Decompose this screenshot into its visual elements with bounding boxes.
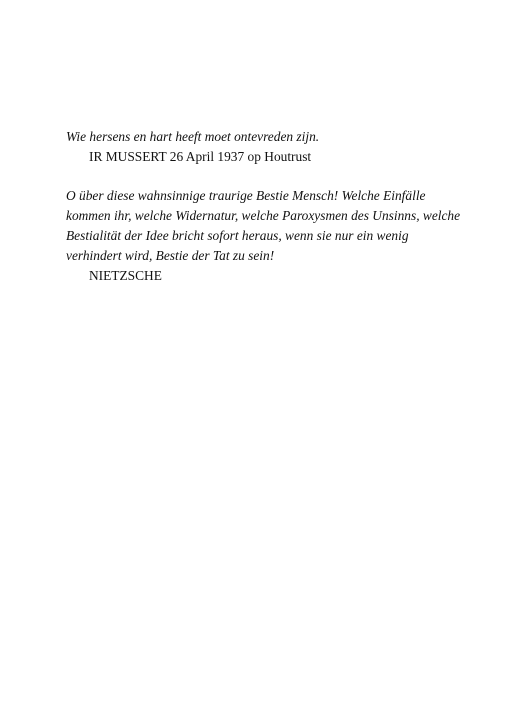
epigraph-quote: Wie hersens en hart heeft moet ontevreden zijn. <box>66 129 320 144</box>
epigraph-nietzsche <box>66 186 466 286</box>
epigraph-attribution: NIETZSCHE <box>89 268 162 283</box>
epigraph-attribution: IR MUSSERT 26 April 1937 op Houtrust <box>89 149 312 164</box>
epigraph-mussert <box>66 127 466 167</box>
epigraph-quote: O über diese wahnsinnige traurige Bestie Mensch! Welche Einfälle kommen ihr, welche Widernatur, welche Paroxysmen des Unsinns, welche Bestialität der Idee bricht sofort heraus, wenn sie nur ein wenig verhindert wird, Bestie der Tat zu sein! <box>66 188 461 263</box>
